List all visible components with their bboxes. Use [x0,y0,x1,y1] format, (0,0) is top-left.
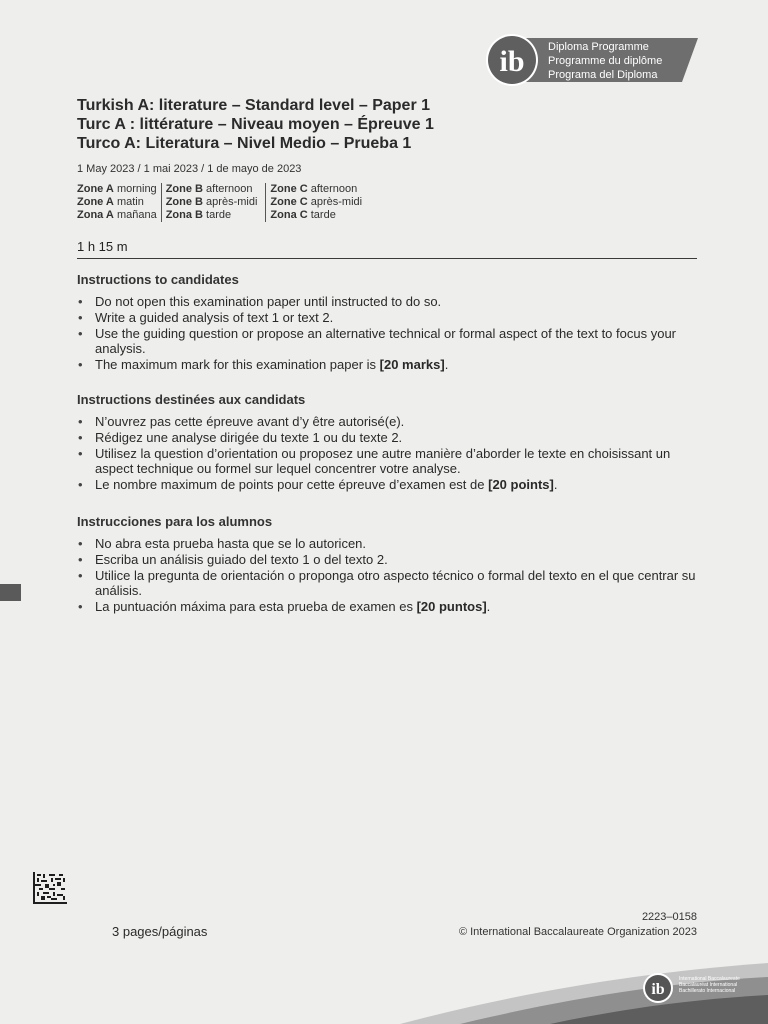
instructions-en [77,272,702,373]
org-name-es: Bachillerato Internacional [679,988,736,994]
instructions-list [77,536,702,614]
exam-duration: 1 h 15 m [77,239,128,254]
instructions-heading: Instructions destinées aux candidats [77,392,306,407]
zone-line: Zone B après-midi [165,196,258,208]
zone-column-c [265,183,366,222]
zone-schedule [77,183,366,222]
instructions-fr [77,392,702,493]
instructions-es [77,514,702,615]
list-item: • Le nombre maximum de points pour cette épreuve d’examen est de [20 points]. [77,477,702,492]
zone-line: Zone B afternoon [165,183,253,195]
qr-code-icon [33,872,67,904]
title-en: Turkish A: literature – Standard level – Paper 1 [77,97,431,114]
ib-logo-letters: ib [499,45,525,78]
divider [77,258,697,259]
instructions-heading: Instrucciones para los alumnos [77,514,273,529]
list-item: • Rédigez une analyse dirigée du texte 1 ou du texte 2. [77,430,702,445]
programme-name-en: Diploma Programme [548,41,649,53]
zone-line: Zona A mañana [77,209,157,221]
programme-name-fr: Programme du diplôme [548,55,663,67]
zone-line: Zone A matin [77,196,144,208]
zone-column-a [77,183,161,222]
page-count: 3 pages/páginas [112,924,208,939]
ib-footer-logo-icon: ib [651,981,665,998]
instructions-list [77,294,702,372]
exam-titles [77,96,434,153]
programme-name-es: Programa del Diploma [548,69,658,81]
zone-line: Zone A morning [77,183,157,195]
org-name-en: International Baccalaureate [679,976,740,982]
instructions-list [77,414,702,492]
side-marker [0,584,21,601]
copyright-notice: © International Baccalaureate Organization 2023 [458,926,697,938]
zone-column-b [161,183,266,222]
list-item: • Utilice la pregunta de orientación o proponga otro aspecto técnico o formal del texto en el que centrar su análisis. [77,568,702,598]
title-fr: Turc A : littérature – Niveau moyen – Épreuve 1 [77,116,434,133]
zone-line: Zone C afternoon [270,183,358,195]
org-name-fr: Baccalauréat International [679,982,738,988]
instructions-heading: Instructions to candidates [77,272,239,287]
ib-organization-names [679,976,740,994]
max-mark: [20 puntos] [416,599,487,614]
zone-line: Zona C tarde [270,209,336,221]
list-item: • No abra esta prueba hasta que se lo autoricen. [77,536,702,551]
max-mark: [20 marks] [379,357,445,372]
exam-date: 1 May 2023 / 1 mai 2023 / 1 de mayo de 2023 [77,163,302,175]
list-item: • Do not open this examination paper until instructed to do so. [77,294,702,309]
max-mark: [20 points] [488,477,554,492]
list-item: • Utilisez la question d’orientation ou proposez une autre manière d’aborder le texte en choisissant un aspect technique ou formel sur lequel concentrer votre analyse. [77,446,702,476]
title-es: Turco A: Literatura – Nivel Medio – Prueba 1 [77,135,412,152]
paper-code: 2223–0158 [641,911,697,923]
list-item: • Escriba un análisis guiado del texto 1 o del texto 2. [77,552,702,567]
zone-line: Zone C après-midi [270,196,363,208]
list-item: • Use the guiding question or propose an alternative technical or formal aspect of the text to focus your analysis. [77,326,702,356]
list-item: • N’ouvrez pas cette épreuve avant d’y être autorisé(e). [77,414,702,429]
programme-names [548,40,662,82]
list-item: • La puntuación máxima para esta prueba de examen es [20 puntos]. [77,599,702,614]
zone-line: Zona B tarde [165,209,232,221]
list-item: • The maximum mark for this examination paper is [20 marks]. [77,357,702,372]
list-item: • Write a guided analysis of text 1 or text 2. [77,310,702,325]
